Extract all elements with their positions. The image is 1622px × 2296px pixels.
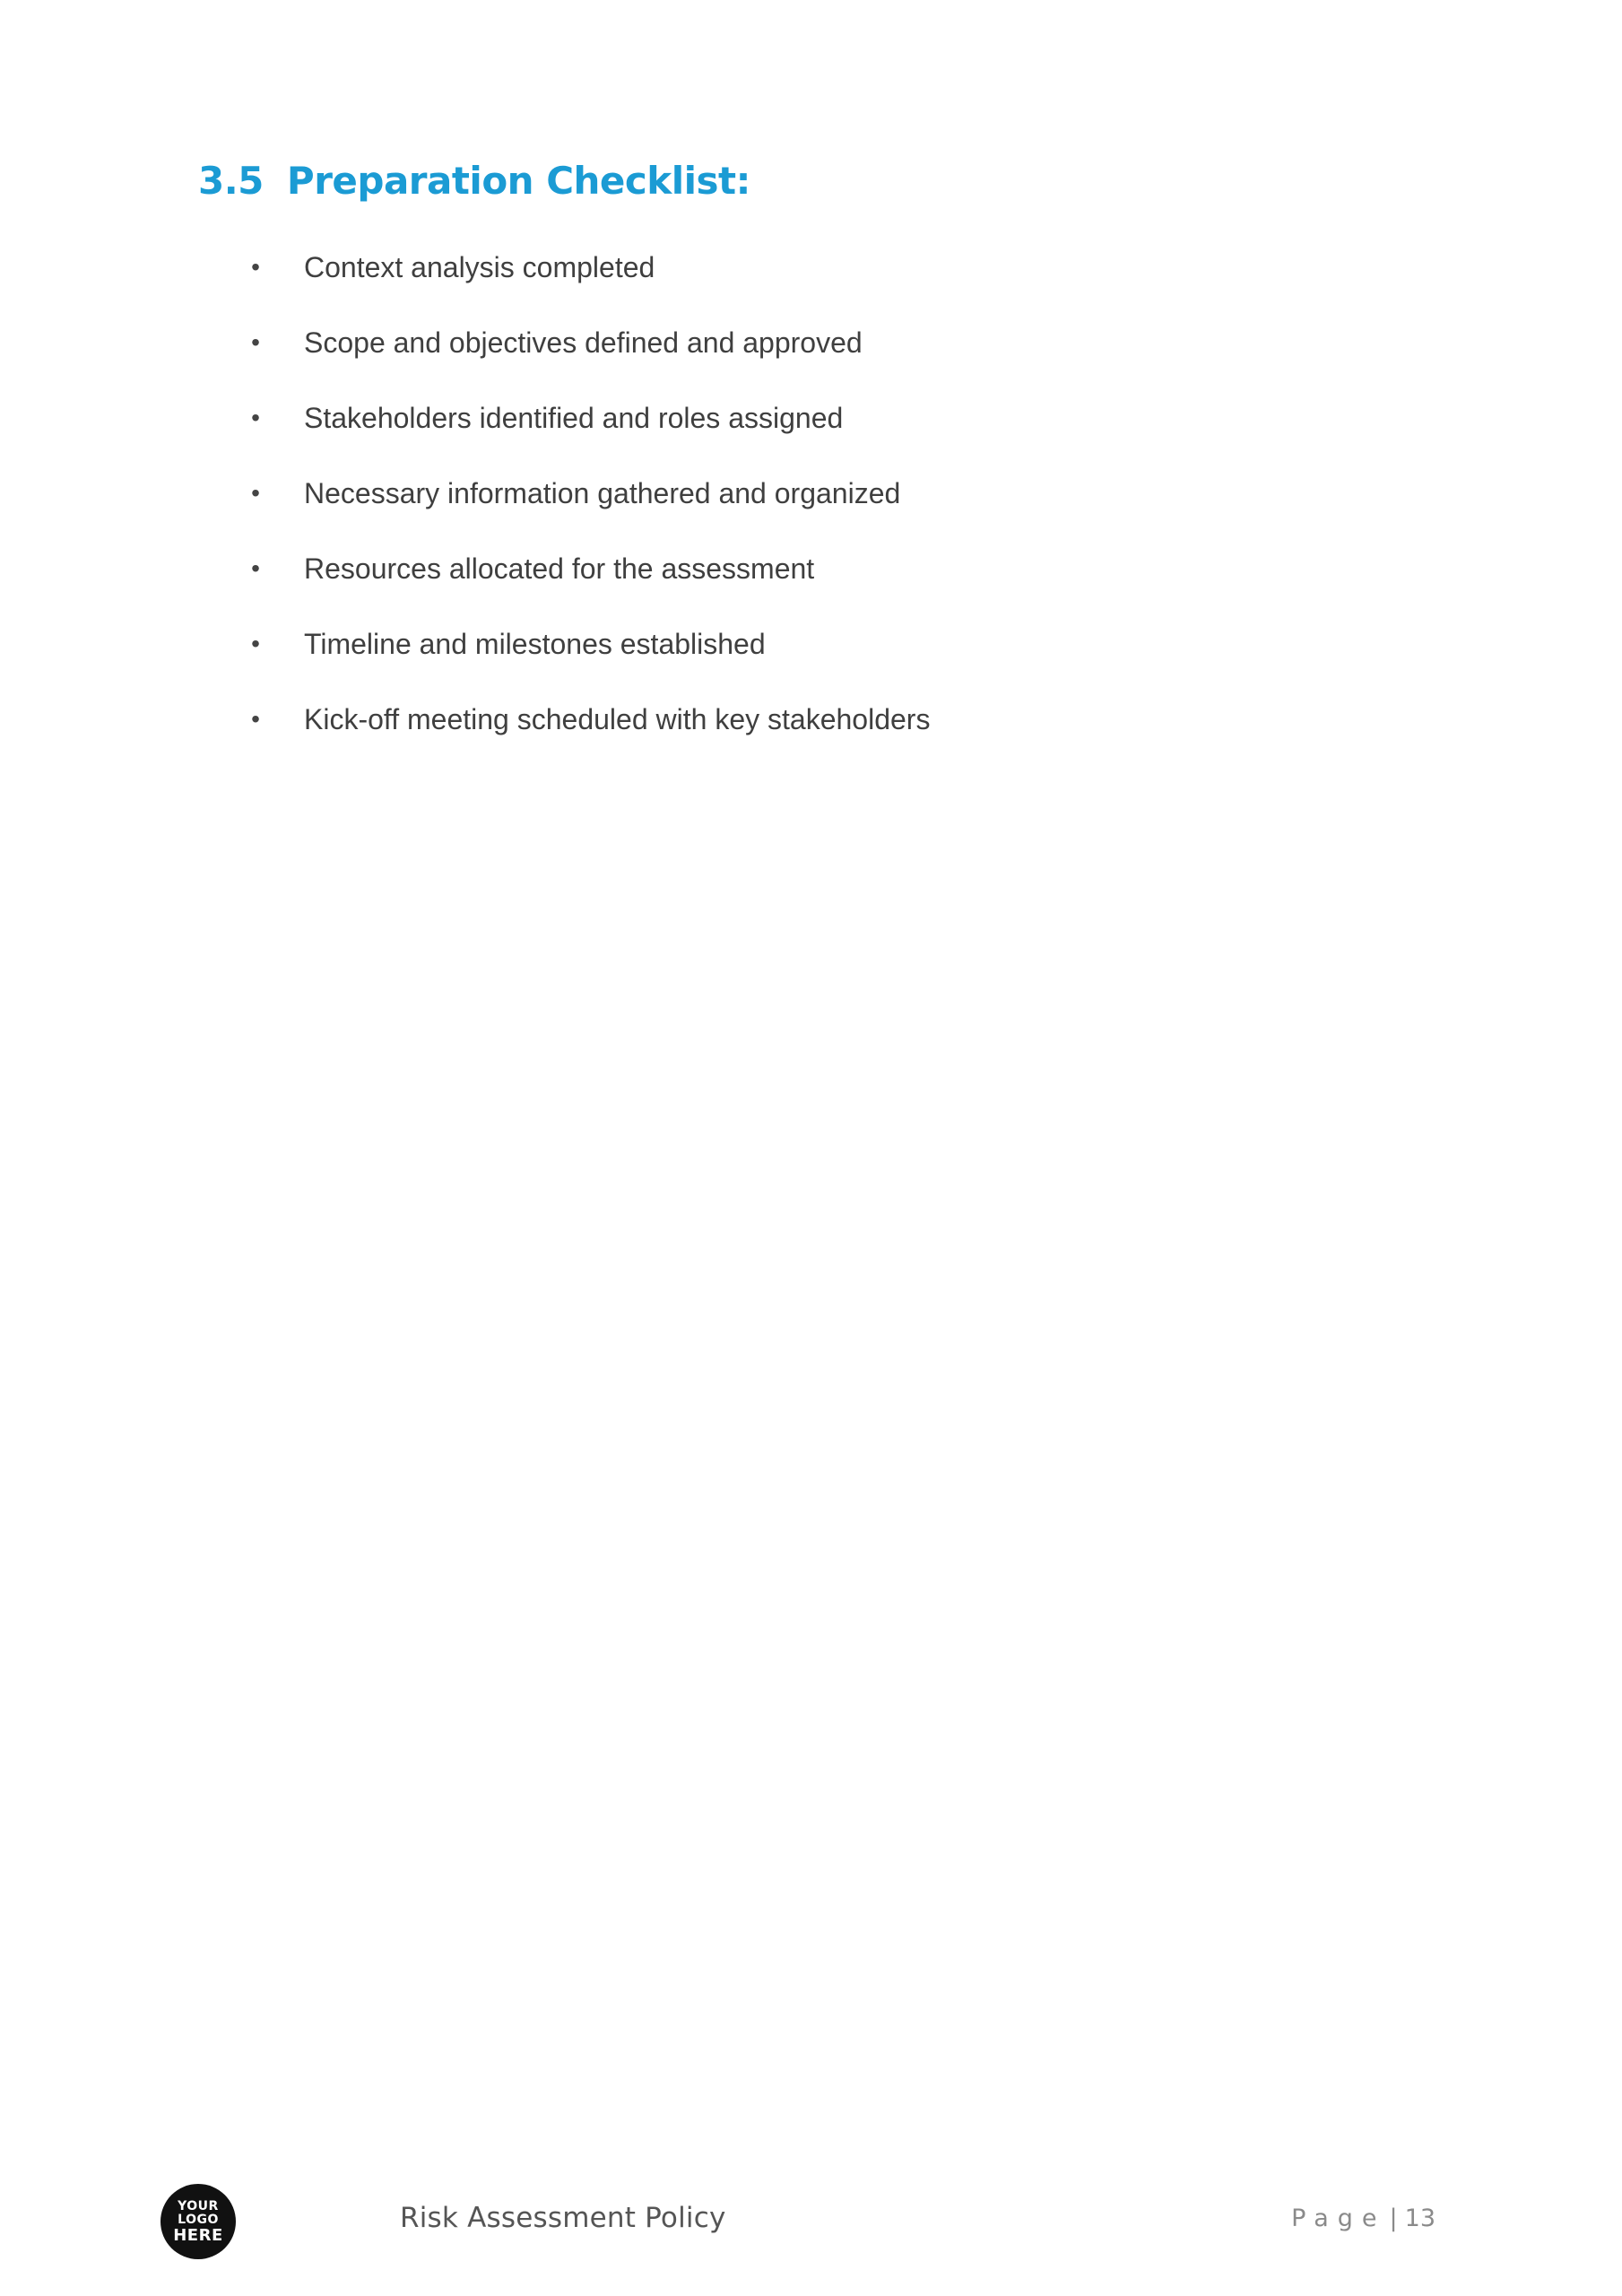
section-heading	[198, 152, 750, 210]
checklist-item-text: Scope and objectives defined and approved	[304, 326, 863, 359]
bullet-icon: •	[251, 705, 260, 733]
page-label: Page	[1291, 2205, 1386, 2232]
checklist-item-text: Necessary information gathered and organized	[304, 477, 901, 509]
page-number: 13	[1404, 2205, 1436, 2232]
bullet-icon: •	[251, 554, 260, 582]
logo-line: YOUR	[178, 2198, 219, 2213]
footer-document-title: Risk Assessment Policy	[400, 2202, 726, 2234]
logo-line: HERE	[173, 2225, 223, 2245]
bullet-icon: •	[251, 253, 260, 281]
checklist-item-text: Resources allocated for the assessment	[304, 552, 815, 585]
bullet-icon: •	[251, 479, 260, 507]
footer-page-number	[1291, 2205, 1436, 2232]
section-title: Preparation Checklist:	[286, 159, 750, 203]
checklist-item-text: Stakeholders identified and roles assigned	[304, 402, 844, 434]
bullet-icon: •	[251, 404, 260, 431]
section-number: 3.5	[198, 159, 264, 203]
bullet-icon: •	[251, 630, 260, 657]
checklist-item-text: Kick-off meeting scheduled with key stakeholders	[304, 703, 931, 735]
bullet-icon: •	[251, 328, 260, 356]
logo-placeholder	[160, 2184, 236, 2259]
logo-line: LOGO	[178, 2212, 219, 2227]
checklist-item-text: Context analysis completed	[304, 251, 655, 283]
checklist-item-text: Timeline and milestones established	[304, 628, 766, 660]
page-separator: |	[1389, 2205, 1398, 2232]
